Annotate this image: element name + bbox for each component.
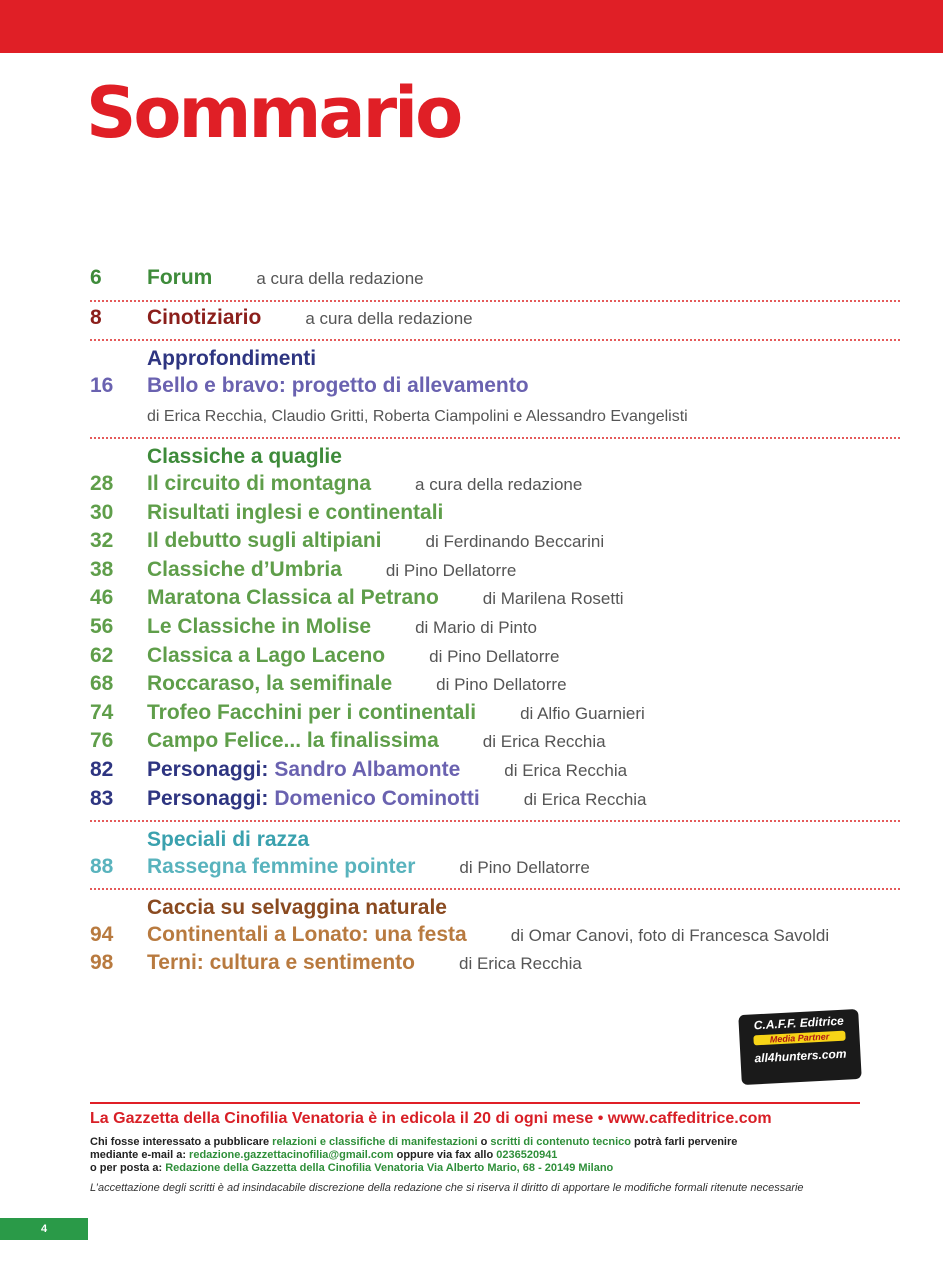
page-title: Sommario bbox=[86, 72, 461, 154]
section-heading: Speciali di razza bbox=[147, 828, 310, 852]
footer-highlight: relazioni e classifiche di manifestazioni bbox=[272, 1136, 478, 1148]
toc-section-forum bbox=[90, 266, 900, 302]
toc-page: 74 bbox=[90, 700, 114, 724]
footer-address: Redazione della Gazzetta della Cinofilia Venatoria Via Alberto Mario, 68 - 20149 Milano bbox=[165, 1162, 614, 1174]
toc-section-cinotiziario bbox=[90, 306, 900, 342]
footer-text: o bbox=[477, 1136, 491, 1148]
toc-page: 82 bbox=[90, 757, 114, 781]
logo-media-partner-text: Media Partner bbox=[753, 1031, 845, 1046]
toc-page: 28 bbox=[90, 471, 114, 495]
toc-page: 30 bbox=[90, 500, 114, 524]
toc-entry[interactable] bbox=[90, 306, 900, 335]
toc-credit: di Erica Recchia bbox=[523, 789, 647, 809]
toc-title: Il circuito di montagna bbox=[147, 471, 372, 495]
toc-entry[interactable] bbox=[90, 787, 900, 816]
toc-credit: di Pino Dellatorre bbox=[459, 857, 590, 877]
footer-highlight: scritti di contenuto tecnico bbox=[490, 1136, 631, 1148]
section-heading: Classiche a quaglie bbox=[147, 445, 342, 469]
footer-divider bbox=[90, 1102, 860, 1104]
toc-page: 62 bbox=[90, 643, 114, 667]
toc-title: Classiche d’Umbria bbox=[147, 557, 342, 581]
toc-title-prefix: Personaggi: bbox=[147, 757, 269, 781]
toc-page: 98 bbox=[90, 951, 114, 975]
toc-title: Cinotiziario bbox=[147, 305, 262, 329]
footer bbox=[90, 1110, 910, 1194]
toc-credit: di Erica Recchia bbox=[459, 954, 582, 974]
toc-credit: a cura della redazione bbox=[415, 474, 583, 494]
toc-entry[interactable] bbox=[90, 701, 900, 730]
top-red-bar bbox=[0, 0, 943, 53]
toc-entry[interactable] bbox=[90, 586, 900, 615]
toc-credit: di Alfio Guarnieri bbox=[520, 703, 645, 723]
toc-credit: di Marilena Rosetti bbox=[482, 589, 624, 609]
toc-title: Trofeo Facchini per i continentali bbox=[147, 700, 477, 724]
toc-credit: di Pino Dellatorre bbox=[385, 560, 517, 580]
footer-fax-number: 0236520941 bbox=[496, 1149, 558, 1161]
footer-disclaimer: L’accettazione degli scritti è ad insindacabile discrezione della redazione che si riserva il diritto di apportare le modifiche formali ritenute necessarie bbox=[90, 1182, 804, 1194]
publisher-logo bbox=[738, 1009, 861, 1085]
toc-section-classiche bbox=[90, 443, 900, 822]
footer-text: Chi fosse interessato a pubblicare bbox=[90, 1136, 273, 1148]
toc-title: Domenico Cominotti bbox=[274, 786, 480, 810]
toc-credit: di Pino Dellatorre bbox=[429, 646, 560, 666]
toc-page: 46 bbox=[90, 586, 114, 610]
footer-text: o per posta a: bbox=[90, 1162, 166, 1174]
section-heading: Caccia su selvaggina naturale bbox=[147, 896, 447, 920]
toc-page: 6 bbox=[90, 266, 102, 289]
toc-page: 16 bbox=[90, 373, 114, 397]
footer-address-line bbox=[90, 1162, 910, 1175]
toc-entry[interactable] bbox=[90, 729, 900, 758]
toc-page: 83 bbox=[90, 786, 114, 810]
logo-publisher-text: C.A.F.F. Editrice bbox=[753, 1013, 845, 1033]
toc-title: Il debutto sugli altipiani bbox=[147, 529, 382, 553]
toc-title: Le Classiche in Molise bbox=[147, 614, 372, 638]
page-number: 4 bbox=[0, 1218, 88, 1240]
footer-email-link[interactable]: redazione.gazzettacinofilia@gmail.com bbox=[189, 1149, 394, 1161]
toc-credit: di Ferdinando Beccarini bbox=[425, 532, 605, 552]
toc-title: Campo Felice... la finalissima bbox=[147, 729, 439, 753]
toc-entry[interactable] bbox=[90, 472, 900, 501]
footer-submission-line bbox=[90, 1136, 910, 1149]
footer-text: mediante e-mail a: bbox=[90, 1149, 190, 1161]
toc-page: 94 bbox=[90, 922, 114, 946]
footer-headline: La Gazzetta della Cinofilia Venatoria è in edicola il 20 di ogni mese • www.caffeditrice.com bbox=[90, 1110, 772, 1127]
toc-entry[interactable] bbox=[90, 923, 900, 952]
toc-title: Forum bbox=[147, 266, 213, 289]
toc-section-approfondimenti bbox=[90, 345, 900, 439]
toc-credit: di Omar Canovi, foto di Francesca Savoldi bbox=[510, 925, 830, 945]
toc-credit: di Mario di Pinto bbox=[415, 617, 537, 637]
table-of-contents bbox=[90, 266, 900, 989]
toc-title: Classica a Lago Laceno bbox=[147, 643, 386, 667]
toc-entry[interactable] bbox=[90, 374, 900, 403]
toc-entry[interactable] bbox=[90, 644, 900, 673]
toc-entry[interactable] bbox=[90, 558, 900, 587]
toc-entry[interactable] bbox=[90, 501, 900, 530]
toc-credit: di Erica Recchia bbox=[482, 732, 606, 752]
logo-website-text: all4hunters.com bbox=[754, 1046, 847, 1066]
toc-credit: a cura della redazione bbox=[256, 269, 424, 288]
toc-entry[interactable] bbox=[90, 266, 900, 295]
toc-title: Rassegna femmine pointer bbox=[147, 854, 416, 878]
toc-section-speciali bbox=[90, 826, 900, 890]
toc-entry[interactable] bbox=[90, 615, 900, 644]
toc-page: 88 bbox=[90, 854, 114, 878]
toc-page: 68 bbox=[90, 672, 114, 696]
toc-credit: di Erica Recchia bbox=[504, 760, 628, 780]
toc-title: Sandro Albamonte bbox=[274, 757, 461, 781]
toc-title: Risultati inglesi e continentali bbox=[147, 500, 444, 524]
toc-entry[interactable] bbox=[90, 758, 900, 787]
toc-title: Maratona Classica al Petrano bbox=[147, 586, 439, 610]
section-heading: Approfondimenti bbox=[147, 347, 317, 371]
toc-page: 8 bbox=[90, 305, 102, 329]
footer-contact-line bbox=[90, 1149, 910, 1162]
toc-authors: di Erica Recchia, Claudio Gritti, Roberta Ciampolini e Alessandro Evangelisti bbox=[147, 408, 688, 426]
toc-page: 38 bbox=[90, 557, 114, 581]
toc-credit: a cura della redazione bbox=[305, 308, 473, 328]
footer-text: potrà farli pervenire bbox=[631, 1136, 738, 1148]
footer-text: oppure via fax allo bbox=[393, 1149, 497, 1161]
toc-page: 76 bbox=[90, 729, 114, 753]
toc-title: Continentali a Lonato: una festa bbox=[147, 922, 467, 946]
toc-entry[interactable] bbox=[90, 672, 900, 701]
toc-page: 56 bbox=[90, 614, 114, 638]
toc-title: Bello e bravo: progetto di allevamento bbox=[147, 373, 529, 397]
toc-entry[interactable] bbox=[90, 855, 900, 884]
toc-title: Roccaraso, la semifinale bbox=[147, 672, 393, 696]
toc-title-prefix: Personaggi: bbox=[147, 786, 269, 810]
toc-title: Terni: cultura e sentimento bbox=[147, 951, 415, 975]
toc-entry[interactable] bbox=[90, 951, 900, 980]
toc-page: 32 bbox=[90, 529, 114, 553]
toc-section-caccia bbox=[90, 894, 900, 985]
toc-credit: di Pino Dellatorre bbox=[436, 675, 567, 695]
toc-entry[interactable] bbox=[90, 529, 900, 558]
